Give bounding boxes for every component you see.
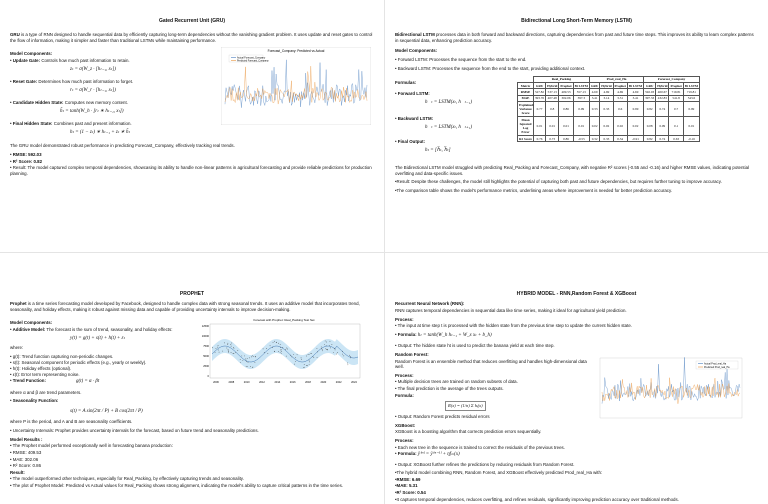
table-cell: 719.81: [669, 89, 683, 95]
prophet-observation-point: [249, 357, 250, 358]
hybrid-title: HYBRID MODEL - RNN,Random Forest & XGBoost: [516, 291, 637, 297]
prophet-observation-point: [278, 351, 279, 352]
gru-components: Model Components: • Update Gate: Controls how much past information to retain. zₜ = σ(W_z · [hₜ₋₁, xₜ]) • Reset Gate: Determines how much past information to forget. rₜ = σ(W_r · [hₜ₋₁, xₜ]) • Candidate Hidden State: Computes new memory content. h̃ₜ = tanh(W_h · [rₜ ∗ hₜ₋₁, xₜ]) • Final Hidden State: Combines past and present information. hₜ = (1 − zₜ) ∗ hₜ₋₁ + zₜ ∗ h̃ₜ: [10, 47, 215, 140]
prophet-components: Model Components: • Additive Model: The forecast is the sum of trend, seasonality, and holiday effects: y(t) = g(t) + s(t) + h(t) + εₜ where: • g(t): Trend function capturing non-periodic changes. • s(t): Seasonal component for periodic effects (e.g., yearly or weekly). • h(t): Holiday effects (optional). • ε(t): Error term representing noise. • Trend Function: g(t) = α · βt where α and β are trend parameters. • Seasonality Function:: [10, 316, 190, 407]
hybrid-summary: •The hybrid model combining RNN, Random Forest, and XGBoost effectively predicted Prod_real_Ha with:: [395, 470, 603, 476]
prophet-observation-point: [212, 347, 213, 348]
prophet-observation-point: [251, 356, 252, 357]
column-header: Metric: [518, 82, 534, 88]
prophet-observation-point: [281, 351, 282, 352]
prophet-observation-point: [263, 348, 264, 349]
prophet-observation-point: [253, 356, 254, 357]
prophet-observation-point: [233, 347, 234, 348]
gru-title: Gated Recurrent Unit (GRU): [158, 18, 226, 24]
xgb-process-heading: Process:: [395, 437, 414, 443]
bilstm-despite: •Result: Despite these challenges, the model still highlights the potential of capturing both past and future dependencies, but requires further tuning to improve accuracy.: [395, 179, 722, 185]
prophet-observation-point: [240, 359, 241, 360]
prophet-y-tick: 7500: [203, 344, 209, 348]
column-header: GRU: [534, 82, 546, 88]
prophet-x-tick: 2022: [335, 380, 342, 384]
prophet-observation-point: [313, 357, 314, 358]
table-cell: 0.1: [669, 116, 683, 135]
prophet-observation-point: [280, 344, 281, 345]
table-row: [518, 102, 700, 117]
prophet-observation-point: [309, 364, 310, 365]
prophet-observation-point: [326, 349, 327, 350]
prophet-observation-point: [342, 351, 343, 352]
column-header: Bi LSTM: [574, 83, 588, 88]
final-state-equation: hₜ = (1 − zₜ) ∗ hₜ₋₁ + zₜ ∗ h̃ₜ: [70, 129, 130, 135]
prophet-observation-point: [219, 351, 220, 352]
prophet-observation-point: [330, 347, 331, 348]
forward-lstm-equation: h⃗ₜ = LSTM(xₜ, h⃗ₜ₋₁): [425, 99, 473, 105]
prophet-observation-point: [253, 366, 254, 367]
prophet-y-tick: 2500: [203, 364, 209, 368]
prophet-observation-point: [241, 355, 242, 356]
table-cell: 0.82: [644, 136, 656, 142]
column-header: Prophet: [560, 83, 572, 88]
prophet-observation-point: [228, 351, 229, 352]
prophet-observation-point: [336, 353, 337, 354]
prophet-observation-point: [252, 367, 253, 368]
gru-chart: [221, 47, 371, 140]
prophet-observation-point: [234, 353, 235, 354]
prophet-observation-point: [248, 362, 249, 363]
prophet-mae: • MAE: 302.06: [10, 456, 39, 462]
table-row: [518, 136, 700, 142]
prophet-observation-point: [216, 348, 217, 349]
prophet-observation-point: [309, 361, 310, 362]
xgb-p1: • Each new tree in the sequence is trained to correct the residuals of the previous trees.: [395, 444, 565, 450]
prophet-uncertainty: • Uncertainty Intervals: Prophet provides uncertainty intervals for the forecast, based on future trend and seasonality predictions.: [10, 428, 259, 434]
prophet-observation-point: [326, 345, 327, 346]
prophet-observation-point: [286, 347, 287, 348]
gru-rmse: • RMSE: 592.03: [10, 151, 42, 157]
prophet-x-tick: 2008: [228, 380, 235, 384]
row-label: RMSE: [518, 89, 534, 95]
prophet-observation-point: [282, 347, 283, 348]
prophet-observation-point: [224, 342, 225, 343]
prophet-observation-point: [243, 360, 244, 361]
prophet-observation-point: [306, 355, 307, 356]
prophet-observation-point: [350, 356, 351, 357]
prophet-observation-point: [322, 349, 323, 350]
xgb-output: • Output: XGBoost further refines the predictions by reducing residuals from Random Forest.: [395, 461, 575, 467]
hybrid-r2: •R² Score: 0.54: [395, 490, 426, 496]
table-cell: 527.82: [535, 89, 545, 94]
prophet-observation-point: [313, 356, 314, 357]
gru-result: • Result: The model captured complex temporal dependencies, showcasing its ability to handle non-linear patterns in agricultural forecasting and provide reliable predictions for production planning.: [10, 165, 372, 176]
bilstm-panel: [384, 0, 768, 252]
table-cell: 0.99: [573, 102, 589, 117]
bilstm-formulas: Formulas: • Forward LSTM: h⃗ₜ = LSTM(xₜ, h⃗ₜ₋₁) • Backward LSTM: h⃖ₜ = LSTM(xₜ, h⃖ₜ₊₁) • Final Output: hₜ = [h⃗ₜ, h⃖ₜ]: [395, 76, 513, 158]
prophet-observation-point: [264, 352, 265, 353]
prophet-intro: Prophet is a time series forecasting model developed by Facebook, designed to handle complex data with strong seasonal trends. It uses an additive model that incorporates trend, seasonality, and holiday effects, making it robust against missing data and capable of providing uncertainty intervals to improve decision-making.: [10, 301, 360, 313]
table-cell: 557.13: [573, 89, 589, 95]
table-cell: 0.02: [600, 116, 613, 135]
hybrid-legend-predicted: Predicted Prod_real_Ha: [704, 365, 730, 369]
prophet-observation-point: [326, 341, 327, 342]
prophet-observation-point: [295, 361, 296, 362]
prophet-observation-point: [335, 349, 336, 350]
hybrid-last: •It captures temporal dependencies, reduces overfitting, and refines residuals, significantly improving prediction accuracy over traditional methods.: [395, 496, 679, 502]
prophet-observation-point: [244, 355, 245, 356]
gru-chart-title: Forecast_Company: Predicted vs Actual: [267, 48, 325, 53]
table-cell: 3.14: [600, 95, 613, 101]
prophet-observation-point: [230, 344, 231, 345]
gru-legend-predicted: Predicted Forecast_Company: [237, 59, 269, 63]
prophet-observation-point: [348, 364, 349, 365]
prophet-x-tick: 2024: [351, 380, 357, 384]
rnn-p1: • The input at time step t is processed with the hidden state from the previous time step to update the current hidden state.: [395, 323, 632, 329]
column-header: GRU: [590, 83, 599, 88]
gru-legend-actual: Actual Forecast_Company: [237, 56, 266, 60]
prophet-observation-point: [321, 348, 322, 349]
prophet-observation-point: [281, 349, 282, 350]
prophet-observation-point: [301, 359, 302, 360]
prophet-observation-point: [274, 351, 275, 352]
prophet-observation-point: [246, 361, 247, 362]
prophet-observation-point: [309, 354, 310, 355]
prophet-observation-point: [222, 350, 223, 351]
bilstm-backward: • Backward LSTM: Processes the sequence from the end to the start, providing additional context.: [395, 65, 586, 71]
column-header: Bi LSTM: [628, 83, 643, 88]
prophet-y-tick: 10000: [201, 334, 209, 338]
prophet-observation-point: [325, 348, 326, 349]
additive-equation: y(t) = g(t) + s(t) + h(t) + εₜ: [70, 335, 125, 341]
prophet-observation-point: [308, 354, 309, 355]
table-cell: 0.73: [546, 136, 559, 142]
prophet-observation-point: [240, 362, 241, 363]
prophet-observation-point: [231, 352, 232, 353]
prophet-observation-point: [228, 343, 229, 344]
prophet-res2: • The plot of Prophet Model: Predicted vs Actual values for Real_Packing shows strong alignment, indicating the model's ability to capture critical patterns in the time series.: [10, 483, 343, 489]
prophet-observation-point: [333, 352, 334, 353]
prophet-observation-point: [324, 344, 325, 345]
table-cell: 0.09: [656, 116, 669, 135]
row-label: Explained Variance Score: [519, 102, 534, 116]
table-cell: 0.01: [683, 116, 699, 135]
prophet-observation-point: [250, 366, 251, 367]
prophet-observation-point: [255, 356, 256, 357]
prophet-observation-point: [306, 365, 307, 366]
table-cell: 543.6: [683, 95, 699, 101]
table-cell: 407.48: [546, 95, 559, 101]
group-header: Prod_real_Ha: [589, 76, 643, 82]
prophet-observation-point: [307, 365, 308, 366]
prophet-observation-point: [278, 343, 279, 344]
prophet-observation-point: [272, 347, 273, 348]
prophet-x-tick: 2012: [259, 380, 265, 384]
table-cell: 393.76: [535, 96, 545, 101]
prophet-observation-point: [227, 344, 228, 345]
seasonality-equation: s(t) = A sin(2πt / P) + B cos(2πt / P): [70, 409, 143, 415]
prophet-observation-point: [322, 350, 323, 351]
table-cell: 4.69: [627, 89, 643, 95]
prophet-observation-point: [332, 344, 333, 345]
prophet-observation-point: [246, 359, 247, 360]
prophet-y-tick: 12500: [201, 324, 209, 328]
prophet-chart-title: Forecast with Prophet: Real_Packing Test Set: [253, 317, 315, 322]
prophet-observation-point: [325, 340, 326, 341]
table-cell: -0.91: [627, 136, 643, 142]
prophet-r2: • R² Score: 0.86: [10, 463, 42, 469]
prophet-observation-point: [281, 349, 282, 350]
prophet-observation-point: [309, 359, 310, 360]
column-header: Prophet: [614, 83, 626, 88]
table-cell: 0.86: [559, 102, 573, 117]
prophet-observation-point: [329, 345, 330, 346]
table-cell: 0.76: [534, 136, 546, 142]
table-cell: -0.55: [573, 136, 589, 142]
prophet-observation-point: [276, 342, 277, 343]
table-cell: 0.32: [589, 136, 599, 142]
table-cell: 719.81: [683, 89, 699, 95]
bilstm-title: Bidirectional Long Short-Term Memory (LSTM): [521, 18, 632, 24]
prophet-observation-point: [247, 358, 248, 359]
candidate-equation: h̃ₜ = tanh(W_h · [rₜ ∗ hₜ₋₁, xₜ]): [60, 108, 124, 114]
table-cell: 3.41: [627, 95, 643, 101]
table-cell: 3.41: [589, 95, 599, 101]
table-cell: 0.01: [559, 116, 573, 135]
hybrid-rmse: •RMSE: 6.69: [395, 476, 421, 482]
update-gate-equation: zₜ = σ(W_z · [hₜ₋₁, xₜ]): [70, 66, 116, 72]
bilstm-forward: • Forward LSTM: Processes the sequence from the start to the end.: [395, 57, 527, 63]
final-output-equation: hₜ = [h⃗ₜ, h⃖ₜ]: [425, 147, 451, 153]
prophet-x-tick: 2014: [274, 380, 281, 384]
table-cell: 0.02: [627, 116, 643, 135]
prophet-observation-point: [317, 348, 318, 349]
prophet-x-tick: 2010: [243, 380, 250, 384]
table-cell: 592.03: [645, 89, 655, 94]
prophet-observation-point: [218, 349, 219, 350]
hybrid-panel: [384, 252, 768, 504]
table-cell: 0.74: [656, 102, 669, 117]
prophet-observation-point: [297, 354, 298, 355]
bilstm-components-heading: Model Components:: [395, 47, 438, 53]
prophet-observation-point: [228, 349, 229, 350]
table-cell: 0.01: [534, 116, 546, 135]
gru-panel: [0, 0, 384, 252]
prophet-observation-point: [247, 366, 248, 367]
prophet-observation-point: [215, 352, 216, 353]
prophet-observation-point: [334, 348, 335, 349]
prophet-result-heading: Result:: [10, 469, 25, 475]
prophet-observation-point: [317, 351, 318, 352]
row-label: Mean Squared Log Error: [518, 116, 534, 135]
table-cell: 537.13: [546, 89, 559, 95]
table-cell: 0.34: [613, 136, 627, 142]
reset-gate-equation: rₜ = σ(W_r · [hₜ₋₁, xₜ]): [70, 87, 116, 93]
prophet-observation-point: [273, 342, 274, 343]
column-header: GRU: [644, 82, 656, 88]
prophet-x-tick: 2020: [320, 380, 327, 384]
prophet-observation-point: [231, 342, 232, 343]
xgb-formula: • Formula: ŷ⁽ᵐ⁾ = ŷ⁽ᵐ⁻¹⁾ + ηfₘ(x): [395, 451, 460, 458]
table-cell: 432.83: [656, 95, 669, 101]
rf-xgb-section: Random Forest: Random Forest is an ensemble method that reduces overfitting and handles high-dimensional data well. Process: • Multiple decision trees are trained on random subsets of data. • The final prediction is the average of the trees outputs. Formula: R(x) = (1/n) Σ hᵢ(x) • Output: Random Forest predicts residual errors XGBoost: XGBoost is a boosting algorithm that corrects prediction errors sequentially.: [395, 351, 587, 435]
prophet-observation-point: [321, 346, 322, 347]
table-row: [518, 116, 700, 135]
hybrid-legend-actual: Actual Prod_real_Ha: [704, 362, 727, 366]
table-cell: 0.6: [613, 102, 627, 117]
table-cell: 0.08: [644, 116, 656, 135]
table-cell: 0.02: [589, 116, 599, 135]
bilstm-conclusion: The Bidirectional LSTM model struggled with predicting Real_Packing and Forecast_Company, with negative R² scores (-0.55 and -0.16) and higher RMSE values, indicating potential overfitting and data-specific issues.: [395, 165, 750, 176]
table-cell: 0.99: [627, 102, 643, 117]
prophet-observation-point: [293, 354, 294, 355]
comparison-table: [517, 76, 700, 158]
bilstm-intro: Bidirectional LSTM processes data in both forward and backward directions, capturing dependencies from past and future time steps. This improves its ability to learn complex patterns in sequential data, enhancing prediction accuracy.: [395, 32, 754, 44]
hybrid-chart: [596, 352, 746, 438]
prophet-observation-point: [255, 362, 256, 363]
table-cell: 0.33: [589, 102, 599, 117]
prophet-rmse: • RMSE: 409.53: [10, 449, 42, 455]
prophet-observation-point: [337, 352, 338, 353]
prophet-observation-point: [327, 349, 328, 350]
gru-intro: GRU is a type of RNN designed to handle sequential data by efficiently capturing long-term dependencies without the vanishing gradient problem. It uses update and reset gates to control the flow of information, making it simpler and faster than traditional LSTMs while maintaining performance.: [10, 32, 373, 44]
prophet-observation-point: [317, 357, 318, 358]
prophet-chart: [194, 316, 364, 407]
prophet-observation-point: [280, 347, 281, 348]
prophet-observation-point: [295, 357, 296, 358]
prophet-period: where P is the period, and A and B are seasonality coefficients.: [10, 419, 133, 425]
prophet-observation-point: [301, 357, 302, 358]
rnn-formula: • Formula: hₜ = tanh(W_h hₜ₋₁ + W_x xₜ + b_h): [395, 331, 492, 338]
prophet-observation-point: [303, 367, 304, 368]
table-cell: 409.53: [559, 89, 573, 95]
table-cell: 0.74: [656, 136, 669, 142]
prophet-observation-point: [218, 345, 219, 346]
prophet-y-tick: 0: [207, 374, 209, 378]
prophet-title: PROPHET: [179, 291, 205, 297]
table-cell: 0.8: [546, 102, 559, 117]
group-header: Real_Packing: [534, 76, 590, 82]
prophet-observation-point: [228, 351, 229, 352]
prophet-observation-point: [350, 357, 351, 358]
table-cell: 3.31: [613, 95, 627, 101]
column-header: Hybrid: [547, 83, 558, 88]
table-cell: 397.3: [573, 95, 589, 101]
group-header: Forecast_Company: [644, 76, 700, 82]
table-cell: 397.33: [645, 96, 655, 101]
prophet-y-tick: 5000: [203, 354, 209, 358]
table-cell: 0.86: [559, 136, 573, 142]
prophet-observation-point: [281, 353, 282, 354]
prophet-observation-point: [290, 355, 291, 356]
table-cell: 4.69: [613, 89, 627, 95]
table-cell: 541.8: [669, 95, 683, 101]
column-header: Hybrid: [601, 83, 612, 88]
prophet-observation-point: [286, 355, 287, 356]
prophet-observation-point: [285, 349, 286, 350]
table-cell: 0.82: [644, 102, 656, 117]
hybrid-mae: •MAE: 5.31: [395, 483, 418, 489]
prophet-panel: [0, 252, 384, 504]
prophet-observation-point: [342, 353, 343, 354]
table-cell: 0.33: [600, 136, 613, 142]
table-cell: 0.63: [669, 136, 683, 142]
prophet-observation-point: [294, 363, 295, 364]
table-cell: 0.02: [613, 116, 627, 135]
prophet-observation-point: [270, 345, 271, 346]
rnn-text: RNN captures temporal dependencies in sequential data like time series, making it ideal for agricultural yield prediction.: [395, 308, 627, 314]
table-cell: 4.69: [589, 89, 599, 95]
prophet-observation-point: [311, 353, 312, 354]
table-cell: 0.01: [573, 116, 589, 135]
prophet-observation-point: [280, 352, 281, 353]
table-cell: -0.16: [683, 136, 699, 142]
prophet-observation-point: [237, 350, 238, 351]
prophet-observation-point: [266, 348, 267, 349]
table-cell: 302.06: [559, 95, 573, 101]
table-cell: 0.7: [669, 102, 683, 117]
prophet-observation-point: [234, 347, 235, 348]
table-cell: 400.67: [656, 89, 669, 95]
prophet-observation-point: [268, 353, 269, 354]
prophet-observation-point: [343, 355, 344, 356]
table-cell: 0.01: [546, 116, 559, 135]
prophet-observation-point: [274, 341, 275, 342]
rnn-output: • Output: The hidden state ht is used to predict the banana yield at each time step.: [395, 343, 555, 349]
prophet-x-tick: 2018: [305, 380, 311, 384]
prophet-observation-point: [245, 358, 246, 359]
prophet-observation-point: [228, 349, 229, 350]
prophet-observation-point: [233, 353, 234, 354]
prophet-results-heading: Model Results :: [10, 436, 43, 442]
prophet-x-tick: 2016: [289, 380, 296, 384]
prophet-r1: • The Prophet model performed exceptionally well in forecasting banana production:: [10, 443, 173, 449]
prophet-observation-point: [330, 341, 331, 342]
column-header: Bi LSTM: [684, 83, 699, 88]
table-cell: 0.33: [600, 102, 613, 117]
column-header: Prophet: [670, 83, 682, 88]
gru-r2: • R² Score: 0.82: [10, 158, 43, 164]
prophet-observation-point: [287, 348, 288, 349]
prophet-observation-point: [252, 355, 253, 356]
table-cell: 4.69: [600, 89, 613, 95]
prophet-observation-point: [304, 364, 305, 365]
table-cell: 0.77: [534, 102, 546, 117]
prophet-observation-point: [231, 345, 232, 346]
row-label: MAE: [518, 95, 534, 101]
prophet-observation-point: [217, 346, 218, 347]
prophet-observation-point: [235, 352, 236, 353]
backward-lstm-equation: h⃖ₜ = LSTM(xₜ, h⃖ₜ₊₁): [425, 124, 473, 130]
column-header: Hybrid: [657, 83, 668, 88]
gru-summary: The GRU model demonstrated robust performance in predicting Forecast_Company, effectively tracking real trends.: [10, 143, 235, 149]
prophet-observation-point: [304, 366, 305, 367]
trend-equation: g(t) = α · βt: [75, 379, 100, 385]
prophet-observation-point: [349, 355, 350, 356]
prophet-observation-point: [347, 362, 348, 363]
table-cell: 0.99: [683, 102, 699, 117]
prophet-res1: • The model outperformed other techniques, especially for Real_Packing, by effectively capturing trends and seasonality.: [10, 476, 244, 482]
row-label: R2 Score: [519, 136, 532, 141]
prophet-observation-point: [292, 356, 293, 357]
prophet-observation-point: [246, 366, 247, 367]
rf-formula: R(x) = (1/n) Σ hᵢ(x): [445, 401, 486, 411]
prophet-x-tick: 2006: [213, 380, 219, 384]
prophet-observation-point: [227, 347, 228, 348]
rnn-heading: Recurrent Neural Network (RNN):: [395, 301, 465, 307]
bilstm-comparison: •The comparison table shows the model's performance metrics, underlining areas where improvement is needed for better prediction accuracy.: [395, 188, 673, 194]
process-heading: Process:: [395, 316, 414, 322]
